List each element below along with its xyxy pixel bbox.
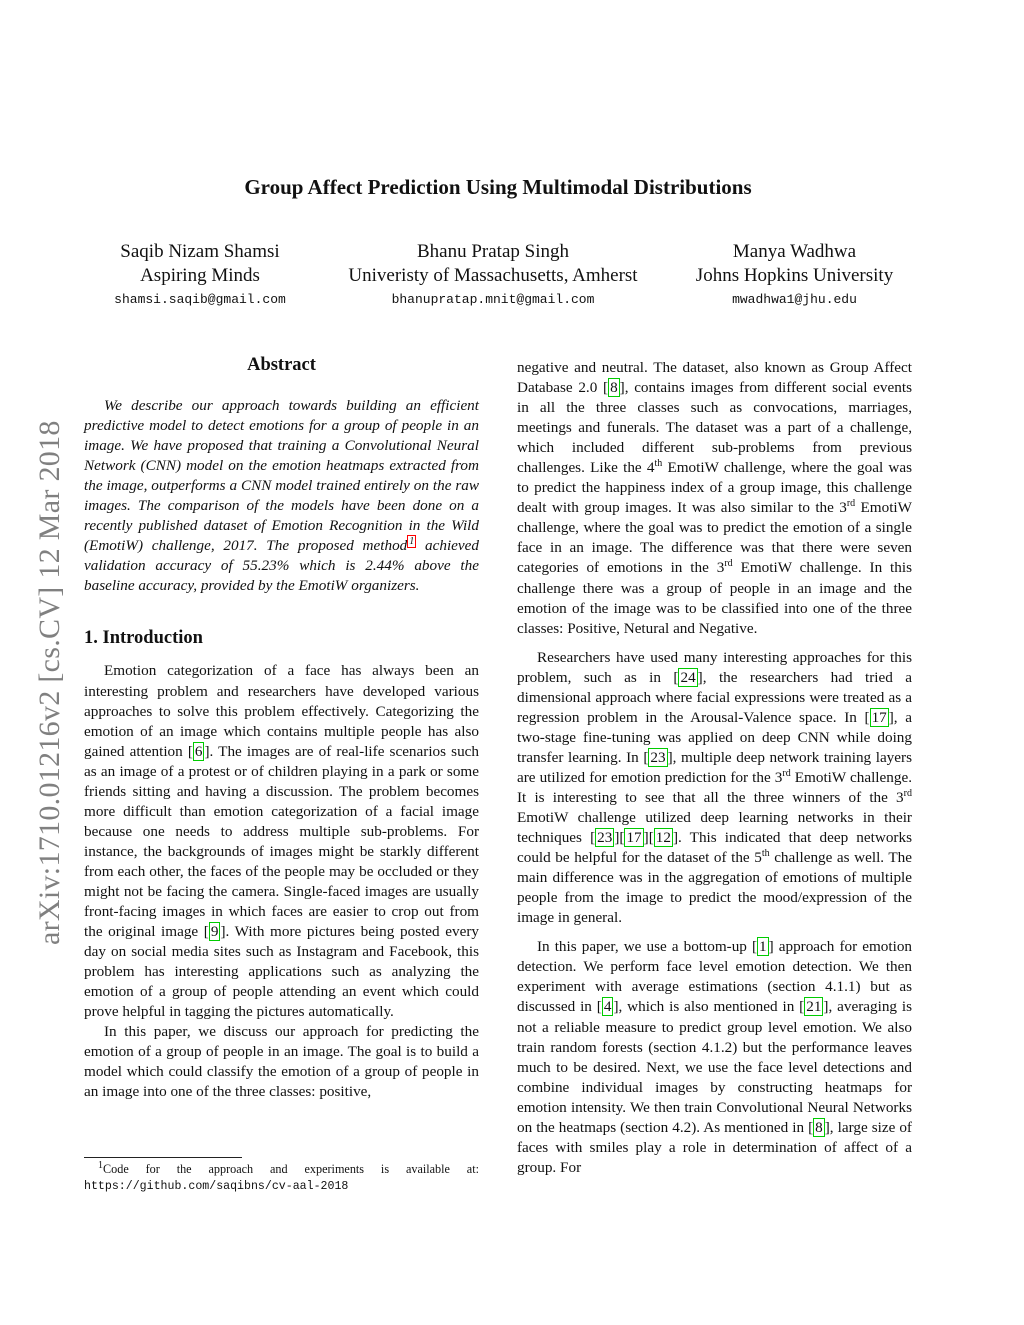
footnote-mark: 1	[98, 1159, 103, 1171]
arxiv-identifier-stamp: arXiv:1710.01216v2 [cs.CV] 12 Mar 2018	[33, 420, 66, 945]
intro-paragraph-1: Emotion categorization of a face has always been an interesting problem and researchers have developed various approaches to solve this problem effectively. Categorizing the emotion of an image which contains multiple people has also gained attention [ 6 ]. The images are of real-life scenarios such as an image of a protest or of children playing in a park or some friends sitting and having a discussion. The problem becomes more difficult than emotion categorization of a facial image because one needs to address multiple sub-problems. For instance, the backgrounds of images might be starkly different from each other, the faces of the people may be occluded or they might not be facing the camera. Single-faced images are usually front-facing images in which faces are easier to crop out from the original image [ 9 ]. With more pictures being posted every day on social media sites such as Instagram and Facebook, this problem has interesting applications such as analyzing the emotion of a group of people attending an event which could prove helpful in tagging the pictures automatically.	[84, 662, 479, 1021]
author-block-2	[318, 240, 668, 310]
citation-link[interactable]: 17	[871, 708, 887, 726]
citation-link[interactable]: 24	[680, 668, 696, 686]
author-block-1	[80, 240, 320, 310]
paper-title: Group Affect Prediction Using Multimodal Distributions	[244, 175, 752, 199]
citation-link[interactable]: 12	[655, 829, 671, 847]
citation-link[interactable]: 1	[759, 938, 767, 956]
left-column	[84, 355, 479, 1103]
citation-link[interactable]: 6	[194, 742, 203, 760]
intro-paragraph-3: negative and neutral. The dataset, also known as Group Affect Database 2.0 [ 8 ], contains images from different social events in all the three classes such as convocations, marriages, meetings and funerals. The dataset was a part of a challenge, which included different sub-problems from previous challenges. Like the 4th EmotiW challenge, where the goal was to predict the happiness index of a group image, this challenge dealt with group images. It was also similar to the 3rd EmotiW challenge, where the goal was to predict the emotion of a single face in an image. The difference was that there were seven categories of emotions in the 3rd EmotiW challenge. In this challenge there was a group of people in an image and the emotion of the image was to be classified into one of the three classes: Positive, Netural and Negative.	[517, 359, 913, 637]
right-column	[517, 358, 912, 1178]
author-affiliation: Univeristy of Massachusetts, Amherst	[348, 265, 638, 286]
author-affiliation: Johns Hopkins University	[695, 265, 894, 286]
author-email: mwadhwa1@jhu.edu	[732, 292, 857, 307]
citation-link[interactable]: 4	[603, 998, 612, 1016]
footnote-divider	[84, 1157, 242, 1158]
intro-paragraph-4: Researchers have used many interesting approaches for this problem, such as in [ 24 ], the researchers had tried a dimensional approach where facial expressions were treated as a regression problem in the Arousal-Valence space. In [ 17 ], a two-stage fine-tuning was applied on deep CNN while doing transfer learning. In [ 23 ], multiple deep network training layers are utilized for emotion prediction for the 3rd EmotiW challenge. It is interesting to see that all the three winners of the 3rd EmotiW challenge utilized deep learning networks in their techniques [ 23 ][ 17 ][ 12 ]. This indicated that deep networks could be helpful for the dataset of the 5th challenge as well. The main difference was in the aggregation of emotions of multiple people from the image to predict the mood/expression of the image in general.	[517, 648, 912, 927]
author-affiliation: Aspiring Minds	[140, 265, 260, 286]
abstract-body: We describe our approach towards building an efficient predictive model to detect emotions for a group of people in an image. We have proposed that training a Convolutional Neural Network (CNN) model on the emotion heatmaps extracted from the image, outperforms a CNN model trained entirely on the raw images. The comparison of the models have been done on a recently published dataset of Emotion Recognition in the Wild (EmotiW) challenge, 2017. The proposed method $^1$ achieved validation accuracy of 55.23% which is 2.44% above the baseline accuracy, provided by the EmotiW organizers.	[84, 397, 479, 595]
citation-link[interactable]: 9	[210, 923, 219, 941]
footnote-text: Code for the approach and experiments is available at:	[103, 1162, 479, 1176]
author-email: bhanupratap.mnit@gmail.com	[391, 292, 595, 307]
abstract-heading: Abstract	[247, 355, 316, 375]
footnote-url-link[interactable]: https://github.com/saqibns/cv-aal-2018	[84, 1180, 349, 1193]
author-block-3	[672, 240, 917, 310]
citation-link[interactable]: 21	[806, 998, 822, 1016]
author-email: shamsi.saqib@gmail.com	[114, 292, 286, 307]
intro-paragraph-2: In this paper, we discuss our approach for predicting the emotion of a group of people in an image. The goal is to build a model which could classify the emotion of a group of people in an image into one of the three classes: positive,	[84, 1023, 479, 1101]
citation-link[interactable]: 8	[815, 1118, 823, 1136]
footnote-link[interactable]: 1	[409, 536, 415, 548]
author-name: Bhanu Pratap Singh	[417, 241, 569, 262]
citation-link[interactable]: 23	[650, 748, 666, 766]
citation-link[interactable]: 8	[610, 379, 618, 397]
citation-link[interactable]: 23	[597, 829, 613, 847]
author-name: Manya Wadhwa	[732, 241, 857, 262]
section-heading-introduction: 1. Introduction	[84, 628, 203, 649]
author-name: Saqib Nizam Shamsi	[120, 241, 280, 262]
footnote	[84, 1161, 479, 1195]
intro-paragraph-5: In this paper, we use a bottom-up [ 1 ] approach for emotion detection. We perform face level emotion detection. We then experiment with average estimations (section 4.1.1) but as discussed in [ 4 ], which is also mentioned in [ 21 ], averaging is not a reliable measure to predict group level emotion. We also train random forests (section 4.1.2) but the performance leaves much to be desired. Next, we use the face level detections and combine individual images by constructing heatmaps for emotion intensity. We then train Convolutional Neural Networks on the heatmaps (section 4.2). As mentioned in [ 8 ], large size of faces with smiles play a role in determination of affect of a group. For	[517, 938, 913, 1176]
citation-link[interactable]: 17	[626, 829, 642, 847]
